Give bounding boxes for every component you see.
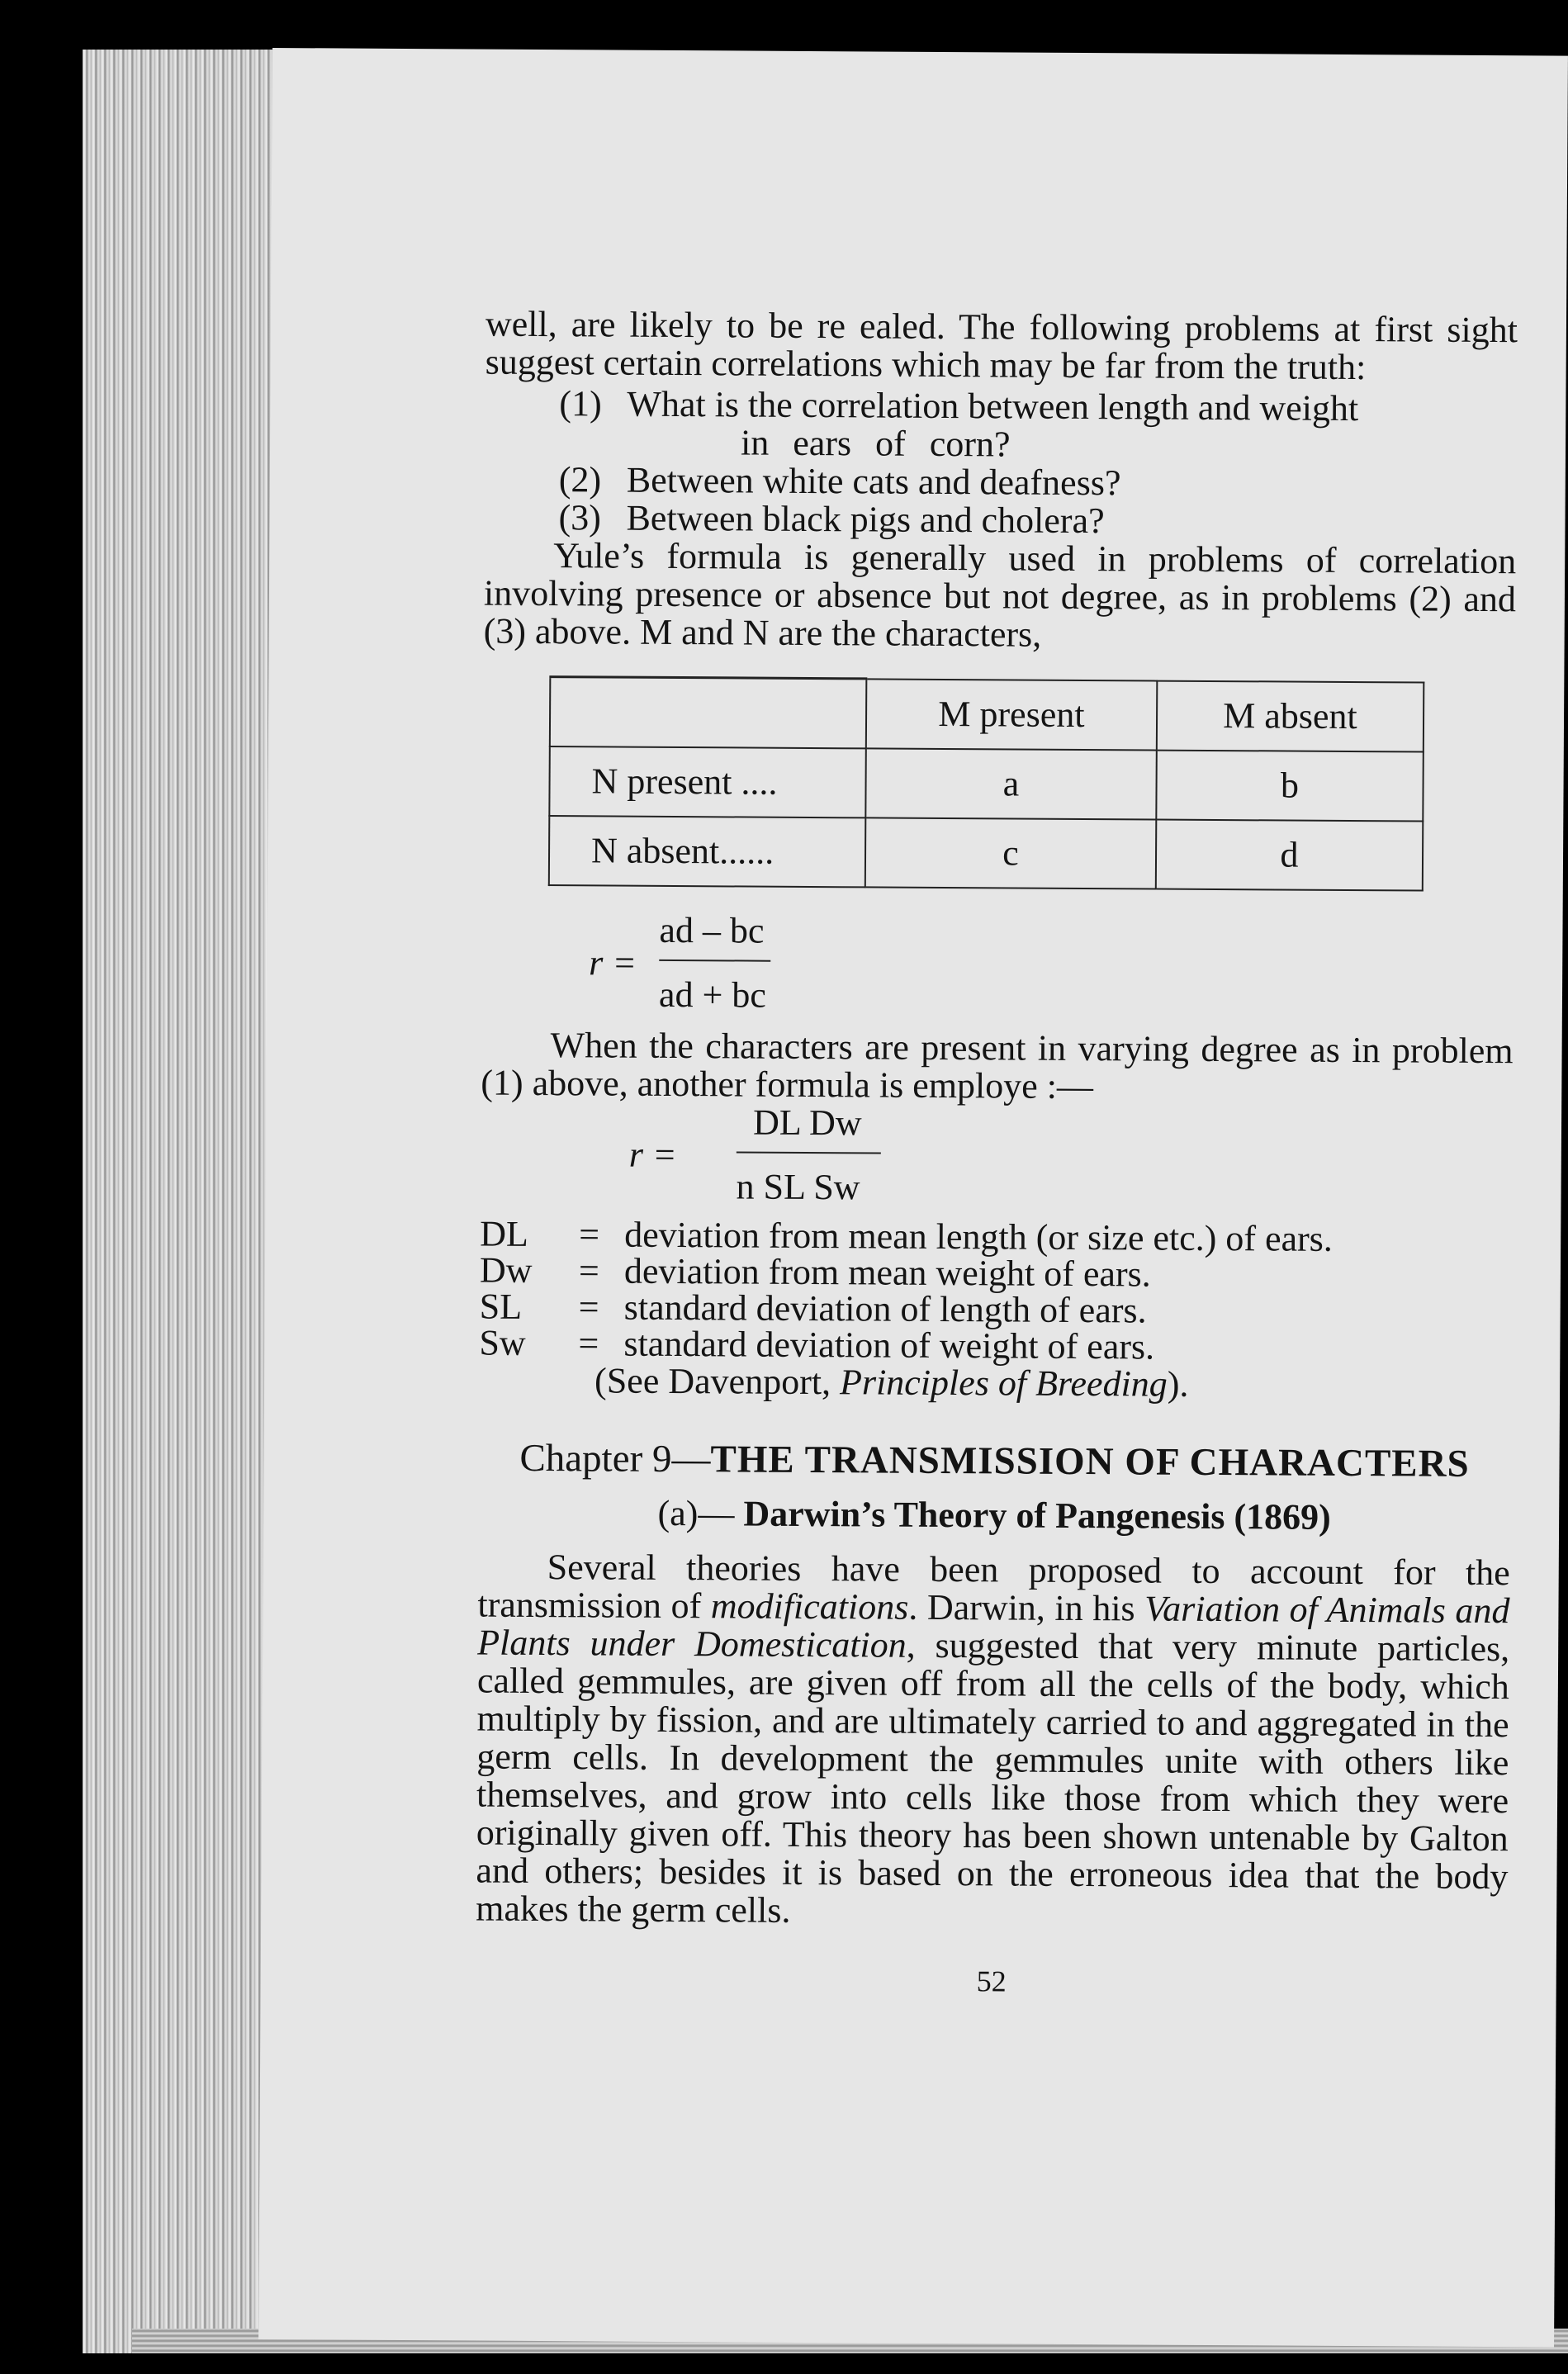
chapter-number: Chapter 9— bbox=[519, 1436, 711, 1481]
yule-paragraph: Yule’s formula is generally used in problems of correlation involving presence or absence but not degree, as in problems (2) and (3) above. M and N are the characters, bbox=[483, 535, 1517, 655]
body-text: . Darwin, in his bbox=[908, 1586, 1145, 1629]
section-heading bbox=[478, 1494, 1510, 1538]
reference-prefix: (See Davenport, bbox=[594, 1360, 841, 1403]
definition-text: standard deviation of weight of ears. bbox=[623, 1323, 1155, 1367]
problem-list bbox=[558, 385, 1517, 543]
equals-sign: = bbox=[578, 1323, 599, 1364]
definition-symbol: Sw bbox=[479, 1322, 526, 1363]
degree-paragraph: When the characters are present in varying degree as in problem (1) above, another formula is employe :— bbox=[481, 1025, 1514, 1107]
table-header-row bbox=[550, 677, 1424, 752]
row-header: N present .... bbox=[549, 746, 866, 817]
table-cell: d bbox=[1156, 820, 1424, 891]
section-label: (a)— bbox=[657, 1492, 744, 1534]
reference-title: Principles of Breeding bbox=[839, 1362, 1168, 1405]
table-cell: a bbox=[865, 748, 1156, 819]
correlation-table bbox=[548, 675, 1425, 891]
column-header: M present bbox=[866, 679, 1157, 751]
section-title: Darwin’s Theory of Pangenesis bbox=[743, 1493, 1225, 1538]
problem-number: (3) bbox=[558, 497, 601, 538]
page-number: 52 bbox=[976, 1964, 1007, 1998]
row-header: N absent...... bbox=[549, 816, 866, 887]
page-content bbox=[476, 303, 1518, 2004]
equals-sign: = bbox=[578, 1250, 599, 1291]
problem-text: Between white cats and deafness? bbox=[626, 459, 1121, 504]
body-italic: Variation of Animals and Plants under Domestication bbox=[477, 1588, 1510, 1666]
column-header: M absent bbox=[1157, 680, 1424, 751]
definition-symbol: Dw bbox=[479, 1249, 533, 1291]
formula-numerator: ad – bc bbox=[659, 909, 765, 951]
problem-number: (1) bbox=[559, 383, 602, 424]
body-text: Several theories have been proposed to account for the transmission of bbox=[477, 1547, 1510, 1627]
section-year: (1869) bbox=[1225, 1496, 1331, 1538]
equals-sign: = bbox=[578, 1287, 599, 1328]
formula-denominator: n SL Sw bbox=[736, 1166, 860, 1208]
chapter-title: THE TRANSMISSION OF CHARACTERS bbox=[710, 1438, 1470, 1486]
body-text: , suggested that very minute particles, called gemmules, are given off from all the cells of the body, which multiply by fission, and are ultimately carried to and aggregated in the germ cells. In development the gemmules unite with others like themselves, and grow into cells like those from which they were originally given off. This theory has been shown untenable by Galton and others; besides it is based on the erroneous idea that the body makes the germ cells. bbox=[476, 1624, 1510, 1931]
definition-list bbox=[479, 1213, 1512, 1406]
body-italic: modifications bbox=[710, 1585, 909, 1628]
problem-text: What is the correlation between length and weight bbox=[627, 383, 1359, 429]
problem-item bbox=[559, 385, 1517, 429]
yule-formula bbox=[481, 911, 1514, 1033]
table-cell: b bbox=[1156, 751, 1424, 822]
problem-text: Between black pigs and cholera? bbox=[626, 497, 1105, 542]
reference-note bbox=[479, 1362, 1511, 1406]
definition-text: standard deviation of length of ears. bbox=[623, 1287, 1147, 1331]
formula-numerator: DL Dw bbox=[752, 1102, 862, 1144]
definition-symbol: SL bbox=[479, 1286, 523, 1327]
formula-lhs: r = bbox=[628, 1134, 677, 1176]
problem-continuation: in ears of corn? bbox=[740, 422, 1011, 465]
correlation-formula bbox=[480, 1102, 1513, 1218]
fraction-bar bbox=[659, 960, 770, 962]
reference-suffix: ). bbox=[1167, 1363, 1189, 1405]
table-row bbox=[549, 746, 1423, 821]
table-corner-cell bbox=[550, 677, 867, 749]
book-page-edges bbox=[83, 50, 289, 2353]
table-cell: c bbox=[865, 817, 1156, 888]
equals-sign: = bbox=[579, 1214, 600, 1255]
definition-symbol: DL bbox=[480, 1213, 529, 1254]
fraction-bar bbox=[737, 1151, 881, 1154]
table-row bbox=[549, 816, 1423, 890]
formula-denominator: ad + bc bbox=[658, 974, 767, 1016]
formula-lhs: r = bbox=[589, 942, 637, 983]
body-paragraph bbox=[476, 1548, 1510, 1935]
problem-number: (2) bbox=[558, 459, 602, 500]
definition-text: deviation from mean weight of ears. bbox=[623, 1250, 1151, 1295]
book-page bbox=[258, 48, 1568, 2348]
intro-paragraph: well, are likely to be re ealed. The following problems at first sight suggest certain correlations which may be far from the truth: bbox=[485, 303, 1518, 388]
definition-text: deviation from mean length (or size etc.) of ears. bbox=[624, 1214, 1334, 1259]
chapter-heading bbox=[478, 1436, 1510, 1486]
